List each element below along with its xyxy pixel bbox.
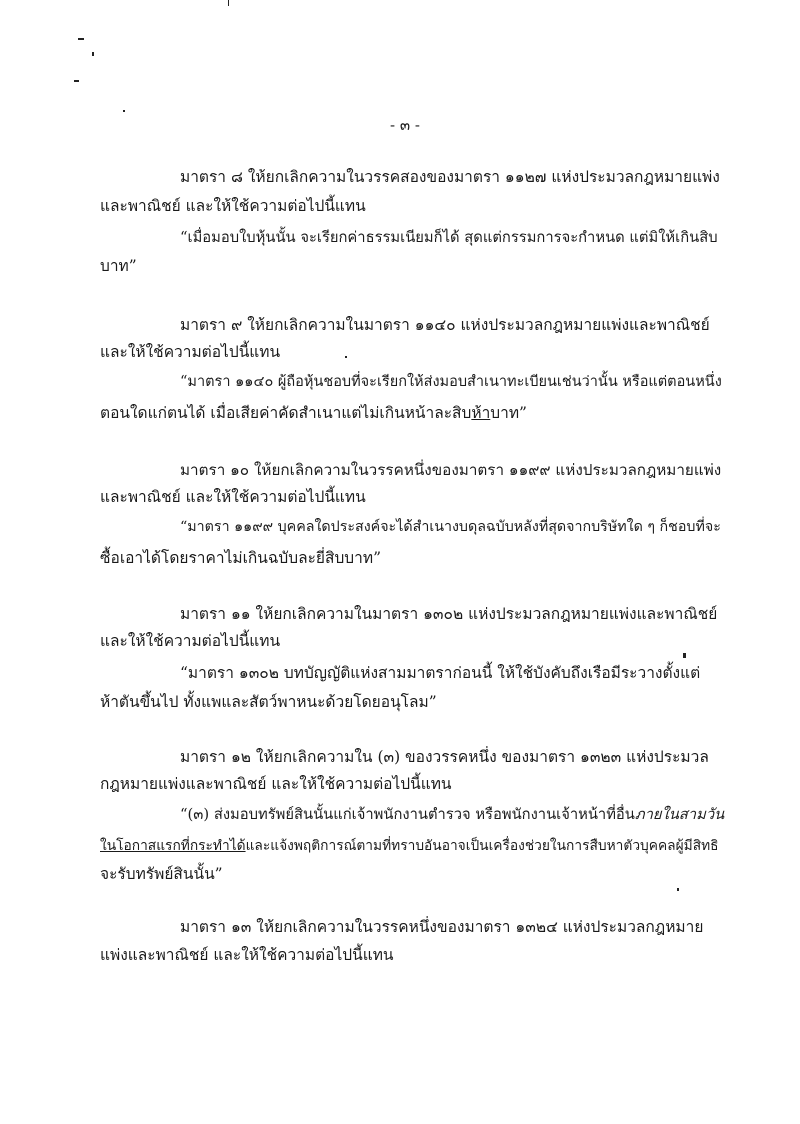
section-13-continuation: แพ่งและพาณิชย์ และให้ใช้ความต่อไปนี้แทน [100, 946, 394, 964]
scan-mark [677, 888, 679, 891]
section-12-quote-line-3: จะรับทรัพย์สินนั้น” [100, 865, 223, 883]
section-11-quote-line-2: ห้าตันขึ้นไป ทั้งแพและสัตว์พาหนะด้วยโดยอนุโลม” [100, 693, 437, 711]
page-number: - ๓ - [390, 116, 420, 134]
section-12-quote-line-1 [180, 805, 724, 825]
section-9-quote-end: บาท” [490, 404, 527, 422]
scan-mark [345, 356, 347, 358]
section-8-quote-line-2: บาท” [100, 257, 137, 275]
section-10-continuation: และพาณิชย์ และให้ใช้ความต่อไปนี้แทน [100, 488, 366, 506]
section-9-quote-text: ตอนใดแก่ตนได้ เมื่อเสียค่าคัดสำเนาแต่ไม่เกินหน้าละสิบ [100, 404, 472, 422]
scan-mark [228, 0, 229, 6]
section-9-quote-line-2 [100, 403, 527, 423]
scan-mark [123, 110, 125, 112]
section-13-heading: มาตรา ๑๓ ให้ยกเลิกความในวรรคหนึ่งของมาตรา ๑๓๒๔ แห่งประมวลกฎหมาย [180, 918, 704, 936]
section-9-heading: มาตรา ๙ ให้ยกเลิกความในมาตรา ๑๑๔๐ แห่งประมวลกฎหมายแพ่งและพาณิชย์ [180, 316, 710, 334]
section-9-continuation: และให้ใช้ความต่อไปนี้แทน [100, 343, 281, 361]
section-10-heading: มาตรา ๑๐ ให้ยกเลิกความในวรรคหนึ่งของมาตรา ๑๑๙๙ แห่งประมวลกฎหมายแพ่ง [180, 461, 722, 479]
section-12-continuation: กฎหมายแพ่งและพาณิชย์ และให้ใช้ความต่อไปนี้แทน [100, 775, 452, 793]
scan-mark [74, 80, 79, 82]
section-12-quote-line-2 [100, 836, 719, 856]
section-8-quote-line-1: “เมื่อมอบใบหุ้นนั้น จะเรียกค่าธรรมเนียมก็ได้ สุดแต่กรรมการจะกำหนด แต่มิให้เกินสิบ [180, 229, 718, 246]
section-8-heading: มาตรา ๘ ให้ยกเลิกความในวรรคสองของมาตรา ๑๑๒๗ แห่งประมวลกฎหมายแพ่ง [180, 168, 720, 186]
section-12-struck-phrase: ภายในสามวัน [634, 806, 725, 823]
section-12-quote-text-2: และแจ้งพฤติการณ์ตามที่ทราบอันอาจเป็นเครื่องช่วยในการสืบหาตัวบุคคลผู้มีสิทธิ [245, 838, 719, 854]
section-12-amended-phrase: ในโอกาสแรกที่กระทำได้ [100, 838, 246, 854]
section-10-quote-line-2: ซื้อเอาได้โดยราคาไม่เกินฉบับละยี่สิบบาท” [100, 549, 381, 567]
scan-mark [683, 653, 686, 658]
section-10-quote-line-1: “มาตรา ๑๑๙๙ บุคคลใดประสงค์จะได้สำเนางบดุลฉบับหลังที่สุดจากบริษัทใด ๆ ก็ชอบที่จะ [180, 519, 721, 535]
scan-mark [78, 38, 84, 40]
section-8-continuation: และพาณิชย์ และให้ใช้ความต่อไปนี้แทน [100, 197, 366, 215]
section-11-quote-line-1: “มาตรา ๑๓๐๒ บทบัญญัติแห่งสามมาตราก่อนนี้ ให้ใช้บังคับถึงเรือมีระวางตั้งแต่ [180, 664, 701, 682]
section-12-quote-text: “(๓) ส่งมอบทรัพย์สินนั้นแก่เจ้าพนักงานตำรวจ หรือพนักงานเจ้าหน้าที่อื่น [180, 806, 635, 823]
section-12-heading: มาตรา ๑๒ ให้ยกเลิกความใน (๓) ของวรรคหนึ่ง ของมาตรา ๑๓๒๓ แห่งประมวล [180, 748, 709, 766]
section-11-continuation: และให้ใช้ความต่อไปนี้แทน [100, 632, 281, 650]
section-9-amended-word: ห้า [471, 404, 491, 422]
scan-mark [92, 52, 94, 56]
section-11-heading: มาตรา ๑๑ ให้ยกเลิกความในมาตรา ๑๓๐๒ แห่งประมวลกฎหมายแพ่งและพาณิชย์ [180, 605, 718, 623]
section-9-quote-line-1: “มาตรา ๑๑๔๐ ผู้ถือหุ้นชอบที่จะเรียกให้ส่งมอบสำเนาทะเบียนเช่นว่านั้น หรือแต่ตอนหนึ่ง [180, 374, 722, 390]
